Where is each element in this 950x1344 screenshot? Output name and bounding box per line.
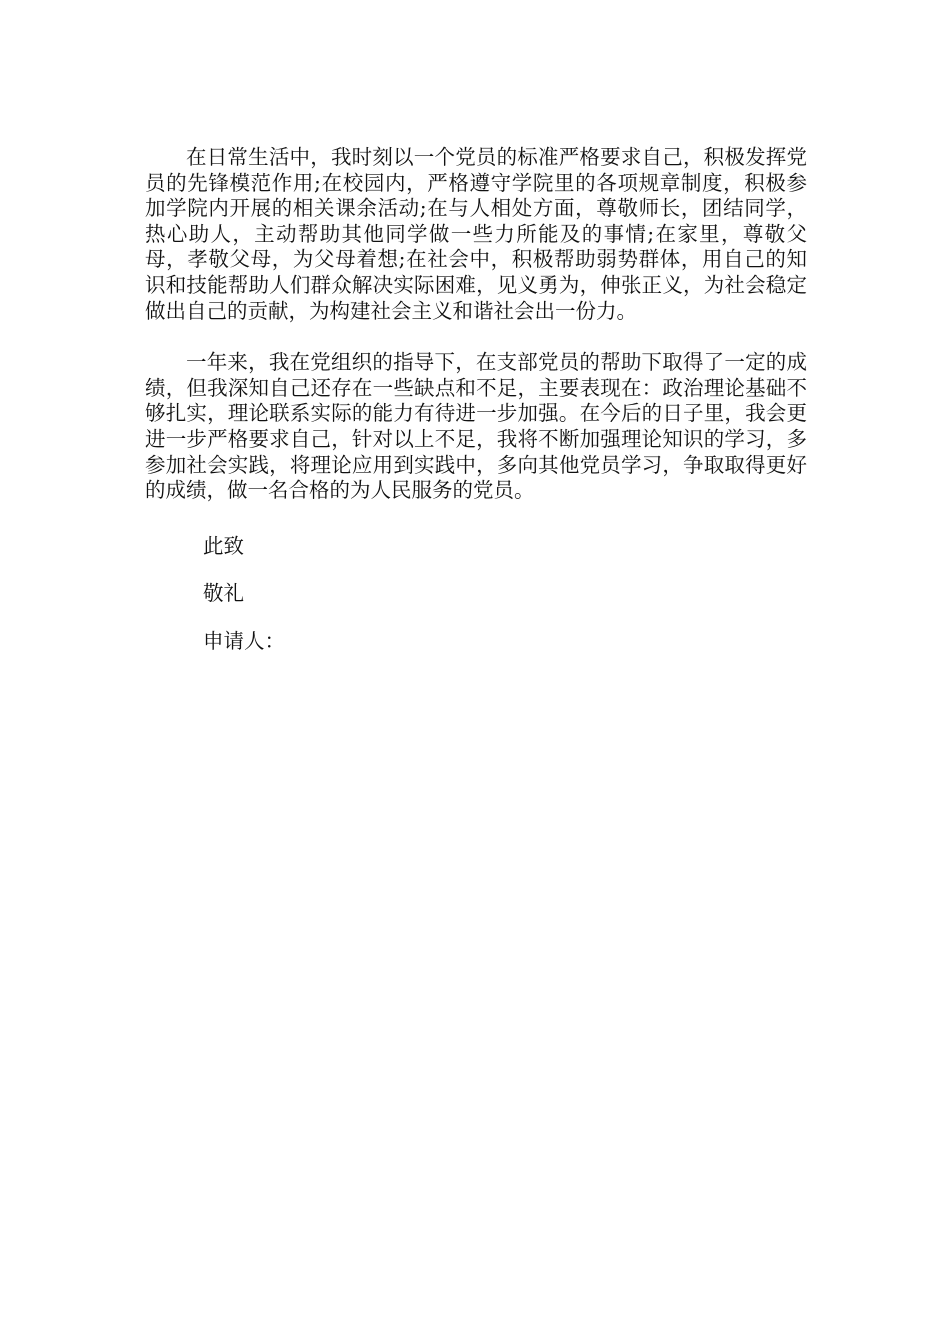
- closing-phrase: 此致: [203, 533, 244, 558]
- paragraph-daily-life: 在日常生活中，我时刻以一个党员的标准严格要求自己，积极发挥党员的先锋模范作用;在校园内，严格遵守学院里的各项规章制度，积极参加学院内开展的相关课余活动;在与人相处方面，尊敬师长，团结同学，热心助人，主动帮助其他同学做一些力所能及的事情;在家里，尊敬父母，孝敬父母，为父母着想;在社会中，积极帮助弱势群体，用自己的知识和技能帮助人们群众解决实际困难，见义勇为，伸张正义，为社会稳定做出自己的贡献，为构建社会主义和谐社会出一份力。: [145, 145, 807, 323]
- letter-body: [145, 145, 807, 655]
- paragraph-year-review: 一年来，我在党组织的指导下，在支部党员的帮助下取得了一定的成绩，但我深知自己还存在一些缺点和不足，主要表现在：政治理论基础不够扎实，理论联系实际的能力有待进一步加强。在今后的日子里，我会更进一步严格要求自己，针对以上不足，我将不断加强理论知识的学习，多参加社会实践，将理论应用到实践中，多向其他党员学习，争取取得更好的成绩，做一名合格的为人民服务的党员。: [145, 350, 807, 503]
- applicant-label: 申请人：: [203, 628, 285, 653]
- salutation: 敬礼: [203, 581, 244, 606]
